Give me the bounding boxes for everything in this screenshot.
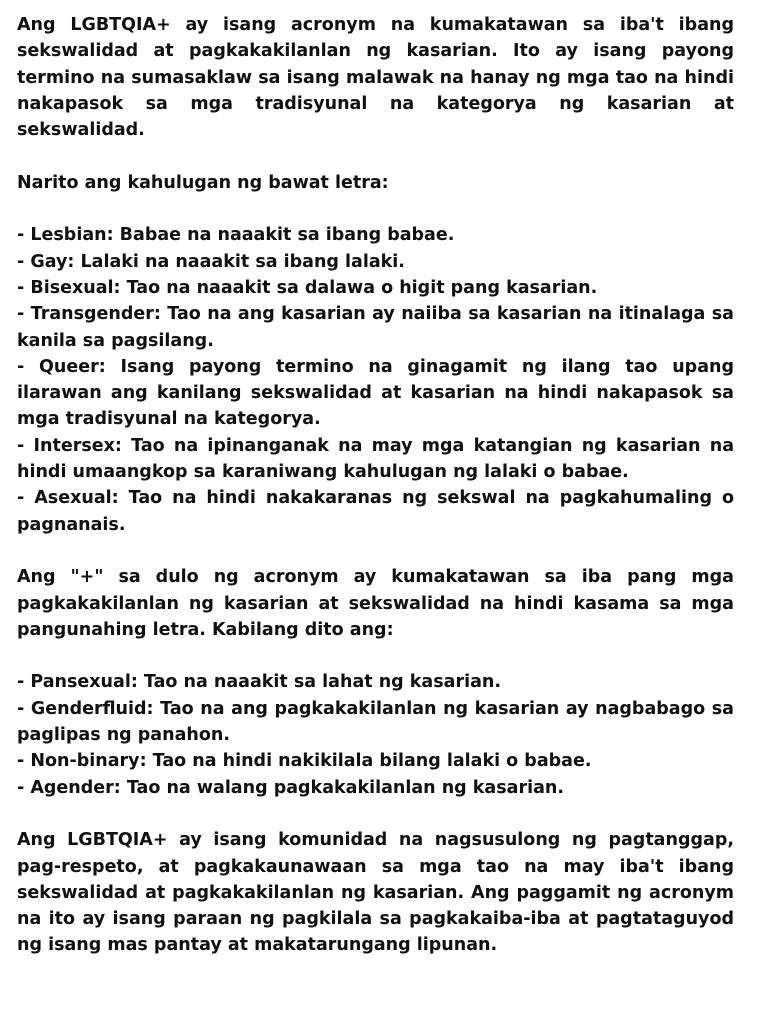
letters-heading: Narito ang kahulugan ng bawat letra: (17, 172, 389, 193)
list-item-asexual: - Asexual: Tao na hindi nakakaranas ng sekswal na pagkahumaling o pagnanais. (17, 488, 734, 535)
letters-list (17, 222, 734, 538)
list-item-gay: - Gay: Lalaki na naaakit sa ibang lalaki. (17, 251, 405, 272)
list-item-genderfluid: - Genderfluid: Tao na ang pagkakakilanlan ng kasarian ay nagbabago sa paglipas ng panahon. (17, 698, 734, 746)
plus-list (17, 669, 734, 800)
list-item-agender: - Agender: Tao na walang pagkakakilanlan ng kasarian. (17, 777, 565, 798)
list-item-bisexual: - Bisexual: Tao na naaakit sa dalawa o higit pang kasarian. (17, 277, 598, 298)
list-item-non-binary: - Non-binary: Tao na hindi nakikilala bilang lalaki o babae. (17, 751, 592, 772)
intro-paragraph: Ang LGBTQIA+ ay isang acronym na kumakatawan sa iba't ibang sekswalidad at pagkakakilanlan ng kasarian. Ito ay isang payong termino na sumasaklaw sa isang malawak na hanay ng mga tao na hindi nakapasok sa mga tradisyunal na kategorya ng kasarian at sekswalidad. (17, 15, 734, 141)
list-item-transgender: - Transgender: Tao na ang kasarian ay naiiba sa kasarian na itinalaga sa kanila sa pagsilang. (17, 304, 734, 351)
list-item-queer: - Queer: Isang payong termino na ginagamit ng ilang tao upang ilarawan ang kanilang sekswalidad at kasarian na hindi nakapasok sa mga tradisyunal na kategorya. (17, 356, 734, 430)
list-item-pansexual: - Pansexual: Tao na naaakit sa lahat ng kasarian. (17, 672, 502, 693)
list-item-intersex: - Intersex: Tao na ipinanganak na may mga katangian ng kasarian na hindi umaangkop sa karaniwang kahulugan ng lalaki o babae. (17, 435, 734, 483)
plus-paragraph: Ang "+" sa dulo ng acronym ay kumakatawan sa iba pang mga pagkakakilanlan ng kasarian at sekswalidad na hindi kasama sa mga pangunahing letra. Kabilang dito ang: (17, 567, 734, 640)
closing-paragraph: Ang LGBTQIA+ ay isang komunidad na nagsusulong ng pagtanggap, pag-respeto, at pagkakaunawaan sa mga tao na may iba't ibang sekswalidad at pagkakakilanlan ng kasarian. Ang paggamit ng acronym na ito ay isang paraan ng pagkilala sa pagkakaiba-iba at pagtataguyod ng isang mas pantay at makatarungang lipunan. (17, 830, 734, 956)
list-item-lesbian: - Lesbian: Babae na naaakit sa ibang babae. (17, 225, 455, 246)
